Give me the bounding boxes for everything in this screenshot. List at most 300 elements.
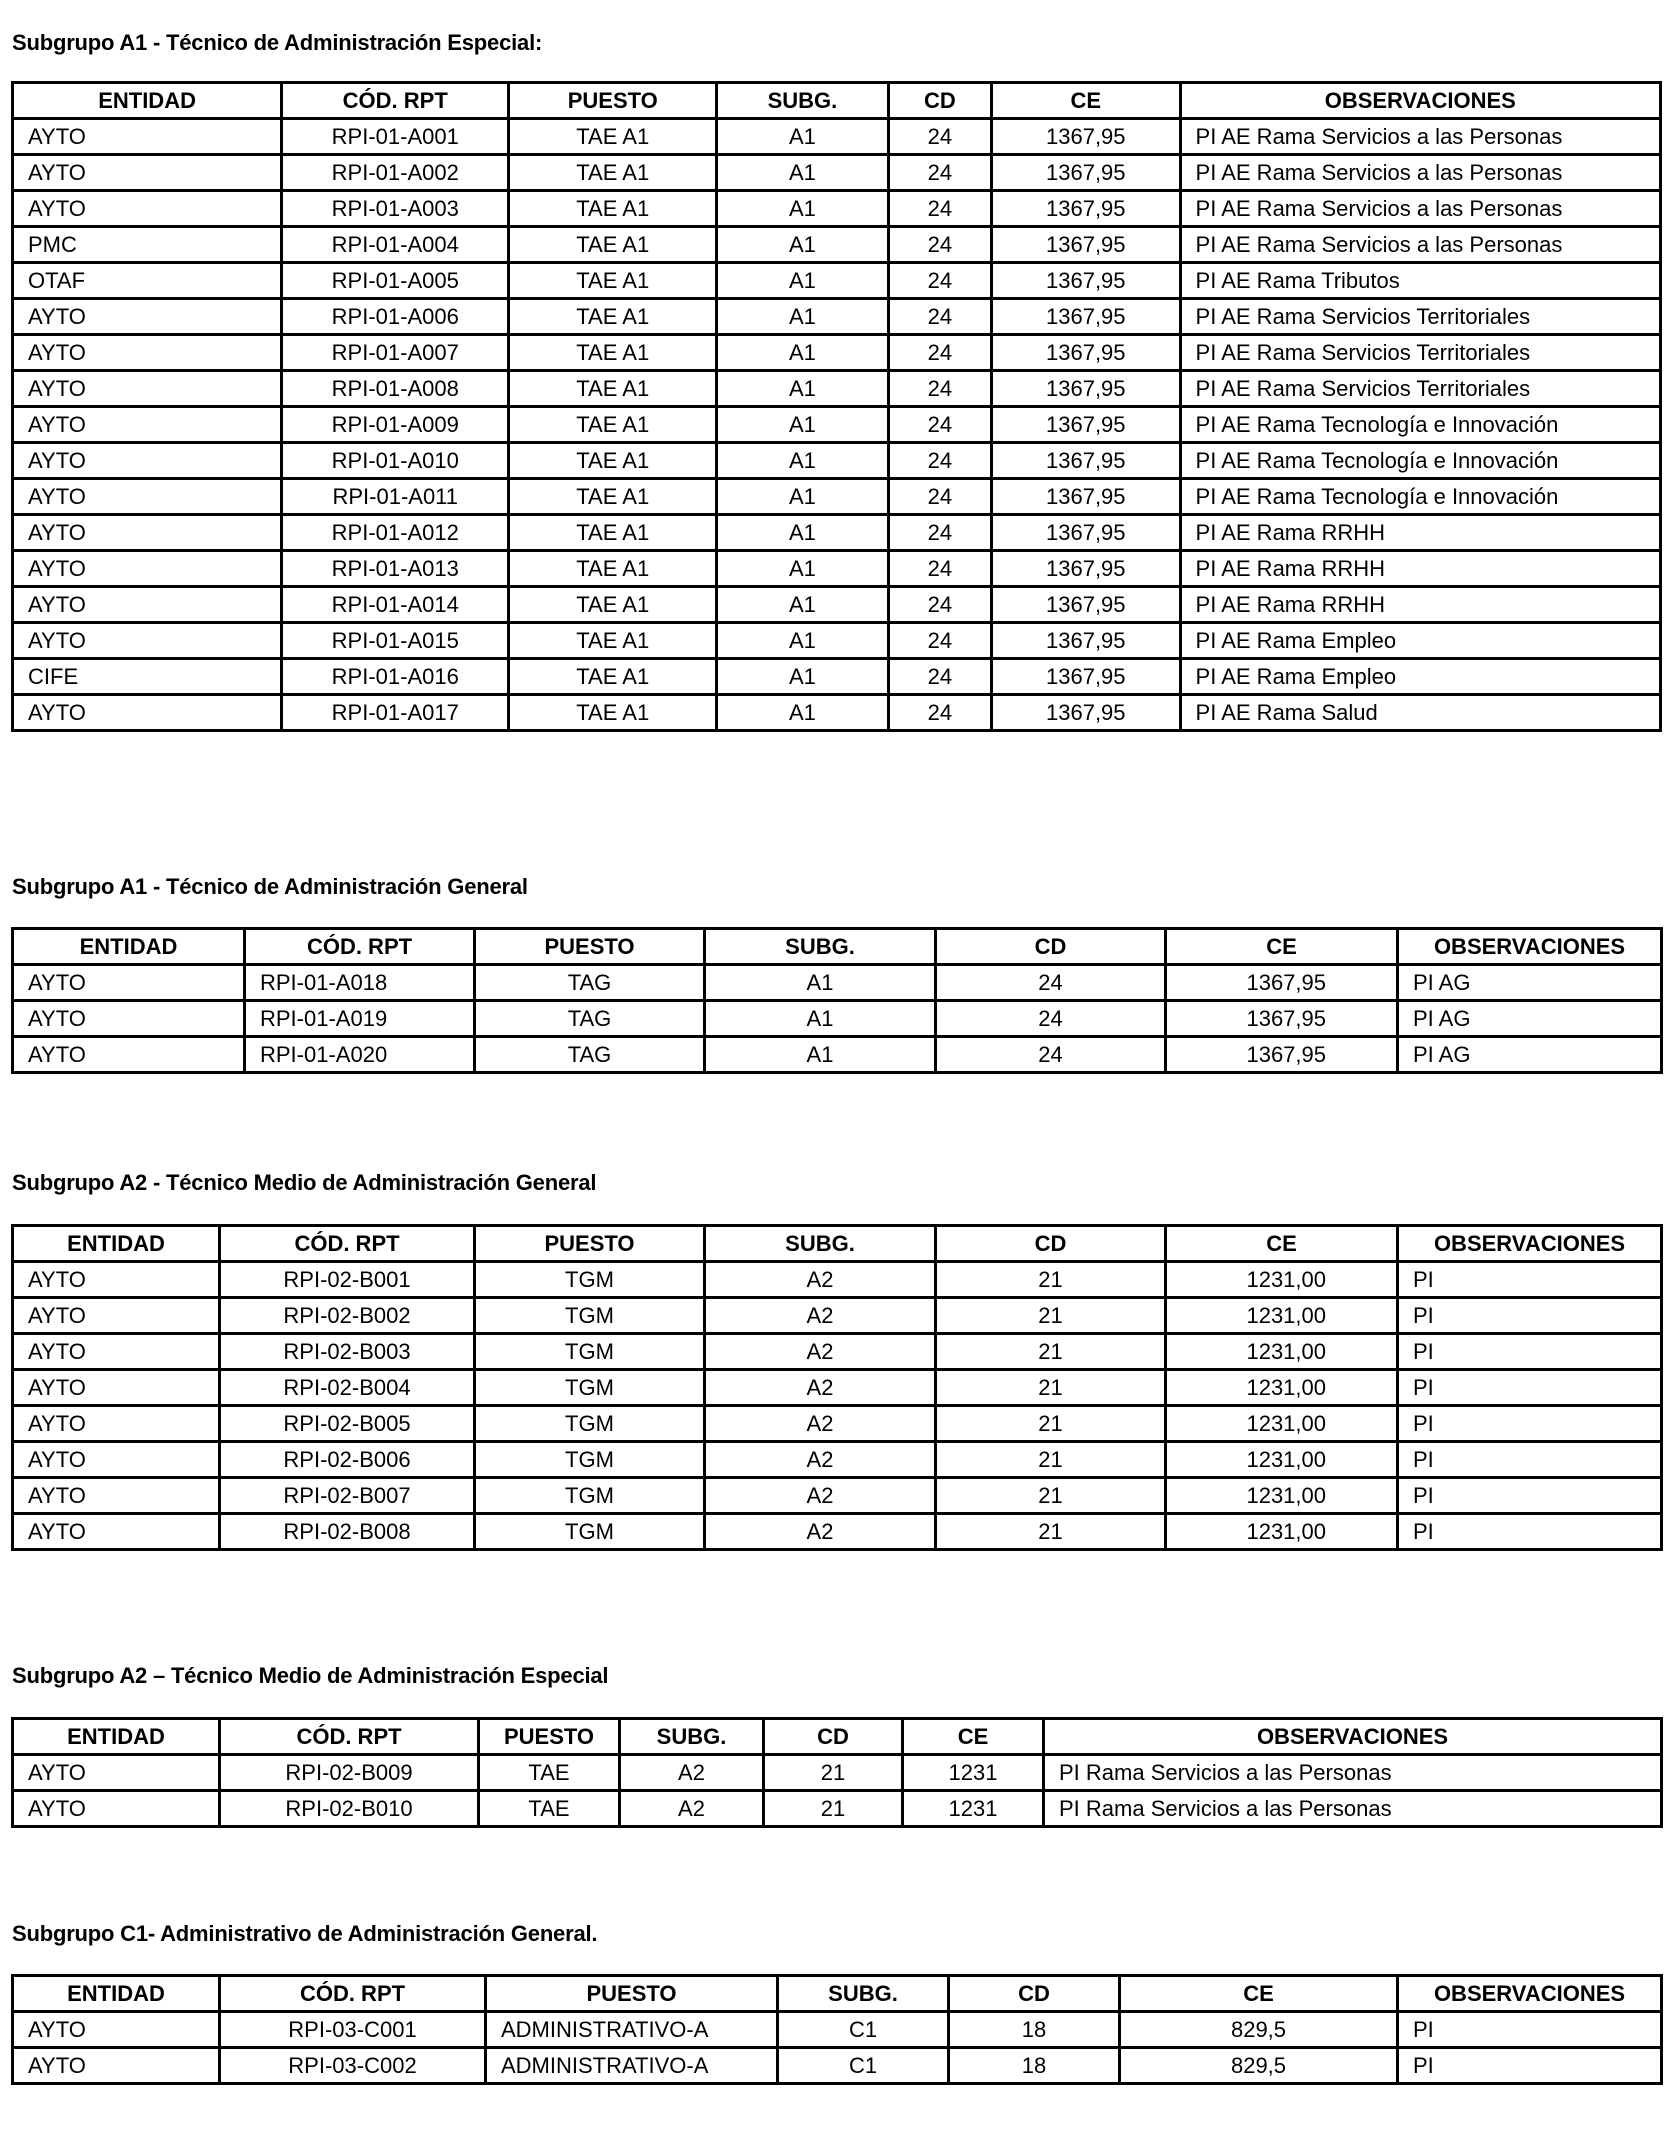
cell-subg: A1 (717, 407, 889, 443)
cell-entidad: PMC (13, 227, 282, 263)
cell-subg: A1 (717, 587, 889, 623)
cell-observaciones: PI AE Rama Servicios Territoriales (1180, 299, 1660, 335)
cell-entidad: AYTO (13, 1037, 245, 1073)
cell-observaciones: PI AE Rama Empleo (1180, 623, 1660, 659)
column-header-entidad: ENTIDAD (13, 83, 282, 119)
cell-subg: C1 (778, 2048, 949, 2084)
table-row (13, 2048, 1662, 2084)
cell-cd: 24 (888, 623, 991, 659)
cell-observaciones: PI AG (1398, 1037, 1662, 1073)
cell-subg: A1 (717, 371, 889, 407)
cell-cod-rpt: RPI-01-A016 (282, 659, 509, 695)
cell-puesto: TAE A1 (509, 443, 717, 479)
cell-cod-rpt: RPI-02-B010 (220, 1791, 479, 1827)
positions-table (11, 81, 1662, 732)
cell-cd: 24 (888, 551, 991, 587)
column-header-entidad: ENTIDAD (13, 1226, 220, 1262)
cell-entidad: AYTO (13, 695, 282, 731)
cell-entidad: AYTO (13, 515, 282, 551)
cell-puesto: TAE A1 (509, 587, 717, 623)
cell-puesto: TGM (475, 1262, 705, 1298)
cell-cd: 24 (888, 479, 991, 515)
cell-ce: 1231,00 (1166, 1298, 1398, 1334)
cell-cd: 21 (764, 1755, 903, 1791)
cell-entidad: AYTO (13, 1262, 220, 1298)
cell-subg: A2 (705, 1298, 936, 1334)
cell-entidad: AYTO (13, 443, 282, 479)
cell-cod-rpt: RPI-01-A008 (282, 371, 509, 407)
cell-observaciones: PI AG (1398, 1001, 1662, 1037)
table-row (13, 1514, 1662, 1550)
cell-entidad: AYTO (13, 1478, 220, 1514)
cell-cd: 21 (764, 1791, 903, 1827)
cell-cod-rpt: RPI-02-B001 (220, 1262, 475, 1298)
cell-subg: A1 (717, 191, 889, 227)
cell-puesto: TGM (475, 1334, 705, 1370)
cell-ce: 1231,00 (1166, 1406, 1398, 1442)
cell-cod-rpt: RPI-01-A020 (245, 1037, 475, 1073)
cell-observaciones: PI AE Rama RRHH (1180, 551, 1660, 587)
table-header-row (13, 83, 1661, 119)
cell-cd: 24 (888, 515, 991, 551)
table-row (13, 1791, 1662, 1827)
cell-puesto: TAE A1 (509, 227, 717, 263)
cell-cd: 18 (949, 2012, 1120, 2048)
cell-subg: A1 (717, 515, 889, 551)
cell-subg: A2 (705, 1370, 936, 1406)
cell-puesto: ADMINISTRATIVO-A (486, 2048, 778, 2084)
cell-entidad: AYTO (13, 2012, 220, 2048)
cell-ce: 1367,95 (1166, 1001, 1398, 1037)
cell-cd: 21 (936, 1334, 1166, 1370)
cell-entidad: AYTO (13, 155, 282, 191)
cell-ce: 1231 (903, 1755, 1044, 1791)
table-row (13, 1370, 1662, 1406)
column-header-subg: SUBG. (705, 1226, 936, 1262)
cell-subg: A1 (717, 443, 889, 479)
column-header-cod-rpt: CÓD. RPT (282, 83, 509, 119)
section-title: Subgrupo A1 - Técnico de Administración General (12, 874, 528, 899)
cell-observaciones: PI (1398, 1298, 1662, 1334)
cell-entidad: AYTO (13, 407, 282, 443)
cell-entidad: AYTO (13, 371, 282, 407)
cell-observaciones: PI AE Rama Tributos (1180, 263, 1660, 299)
cell-cd: 24 (888, 299, 991, 335)
cell-cod-rpt: RPI-01-A009 (282, 407, 509, 443)
cell-entidad: CIFE (13, 659, 282, 695)
column-header-entidad: ENTIDAD (13, 1719, 220, 1755)
cell-puesto: TAG (475, 965, 705, 1001)
cell-cd: 21 (936, 1406, 1166, 1442)
cell-puesto: TAE A1 (509, 371, 717, 407)
cell-ce: 1367,95 (992, 587, 1181, 623)
table-row (13, 2012, 1662, 2048)
column-header-subg: SUBG. (717, 83, 889, 119)
cell-cod-rpt: RPI-03-C001 (220, 2012, 486, 2048)
cell-entidad: AYTO (13, 119, 282, 155)
cell-observaciones: PI Rama Servicios a las Personas (1044, 1755, 1662, 1791)
cell-puesto: TAE A1 (509, 695, 717, 731)
cell-puesto: TAG (475, 1037, 705, 1073)
cell-puesto: TGM (475, 1406, 705, 1442)
column-header-cod-rpt: CÓD. RPT (220, 1226, 475, 1262)
cell-puesto: TAE A1 (509, 335, 717, 371)
cell-ce: 1367,95 (992, 443, 1181, 479)
table-row (13, 335, 1661, 371)
cell-subg: A1 (717, 623, 889, 659)
cell-subg: A1 (717, 695, 889, 731)
cell-subg: A1 (717, 335, 889, 371)
column-header-cd: CD (949, 1976, 1120, 2012)
cell-entidad: OTAF (13, 263, 282, 299)
cell-cd: 18 (949, 2048, 1120, 2084)
cell-cd: 24 (888, 155, 991, 191)
cell-entidad: AYTO (13, 1791, 220, 1827)
cell-cod-rpt: RPI-02-B005 (220, 1406, 475, 1442)
cell-subg: A2 (705, 1406, 936, 1442)
cell-subg: A2 (705, 1442, 936, 1478)
cell-cod-rpt: RPI-03-C002 (220, 2048, 486, 2084)
cell-cd: 24 (888, 119, 991, 155)
table-row (13, 551, 1661, 587)
cell-entidad: AYTO (13, 1370, 220, 1406)
column-header-puesto: PUESTO (486, 1976, 778, 2012)
table-row (13, 263, 1661, 299)
cell-observaciones: PI (1398, 1514, 1662, 1550)
cell-cd: 24 (888, 443, 991, 479)
column-header-ce: CE (1166, 1226, 1398, 1262)
column-header-puesto: PUESTO (479, 1719, 620, 1755)
cell-puesto: TAE A1 (509, 155, 717, 191)
cell-observaciones: PI (1398, 2048, 1662, 2084)
table-row (13, 695, 1661, 731)
cell-subg: A1 (717, 551, 889, 587)
cell-entidad: AYTO (13, 2048, 220, 2084)
cell-subg: A1 (717, 227, 889, 263)
cell-puesto: TAE (479, 1755, 620, 1791)
cell-subg: A1 (705, 965, 936, 1001)
cell-subg: A2 (620, 1791, 764, 1827)
cell-subg: A1 (705, 1001, 936, 1037)
cell-entidad: AYTO (13, 1406, 220, 1442)
cell-observaciones: PI AE Rama Servicios a las Personas (1180, 191, 1660, 227)
cell-subg: C1 (778, 2012, 949, 2048)
cell-cod-rpt: RPI-01-A011 (282, 479, 509, 515)
table-header-row (13, 929, 1662, 965)
table-row (13, 1037, 1662, 1073)
cell-cd: 24 (888, 263, 991, 299)
cell-subg: A1 (717, 479, 889, 515)
column-header-observaciones: OBSERVACIONES (1398, 929, 1662, 965)
table-row (13, 1406, 1662, 1442)
cell-subg: A1 (717, 155, 889, 191)
cell-entidad: AYTO (13, 191, 282, 227)
column-header-ce: CE (1120, 1976, 1398, 2012)
cell-cod-rpt: RPI-01-A018 (245, 965, 475, 1001)
cell-cd: 21 (936, 1298, 1166, 1334)
table-row (13, 479, 1661, 515)
cell-cod-rpt: RPI-02-B003 (220, 1334, 475, 1370)
cell-subg: A2 (705, 1478, 936, 1514)
cell-entidad: AYTO (13, 1514, 220, 1550)
cell-puesto: TAE A1 (509, 515, 717, 551)
cell-puesto: TGM (475, 1442, 705, 1478)
table-row (13, 965, 1662, 1001)
positions-table (11, 1717, 1663, 1828)
cell-cd: 24 (936, 1001, 1166, 1037)
column-header-ce: CE (1166, 929, 1398, 965)
cell-ce: 1367,95 (992, 299, 1181, 335)
positions-table (11, 927, 1663, 1074)
cell-observaciones: PI Rama Servicios a las Personas (1044, 1791, 1662, 1827)
cell-cod-rpt: RPI-01-A012 (282, 515, 509, 551)
cell-ce: 1367,95 (992, 371, 1181, 407)
cell-cod-rpt: RPI-01-A005 (282, 263, 509, 299)
column-header-ce: CE (903, 1719, 1044, 1755)
cell-observaciones: PI AE Rama Tecnología e Innovación (1180, 407, 1660, 443)
table-row (13, 1298, 1662, 1334)
cell-ce: 829,5 (1120, 2048, 1398, 2084)
cell-cod-rpt: RPI-01-A015 (282, 623, 509, 659)
cell-ce: 1231 (903, 1791, 1044, 1827)
cell-entidad: AYTO (13, 1298, 220, 1334)
cell-subg: A1 (717, 659, 889, 695)
cell-ce: 1231,00 (1166, 1370, 1398, 1406)
cell-observaciones: PI (1398, 1406, 1662, 1442)
column-header-puesto: PUESTO (509, 83, 717, 119)
cell-cod-rpt: RPI-01-A002 (282, 155, 509, 191)
cell-ce: 1231,00 (1166, 1334, 1398, 1370)
cell-puesto: TAE (479, 1791, 620, 1827)
table-row (13, 299, 1661, 335)
cell-puesto: TGM (475, 1298, 705, 1334)
cell-cod-rpt: RPI-02-B008 (220, 1514, 475, 1550)
cell-ce: 1367,95 (992, 515, 1181, 551)
cell-subg: A2 (705, 1262, 936, 1298)
table-row (13, 443, 1661, 479)
cell-ce: 1367,95 (992, 407, 1181, 443)
cell-puesto: TAE A1 (509, 191, 717, 227)
cell-subg: A1 (717, 299, 889, 335)
cell-entidad: AYTO (13, 1755, 220, 1791)
column-header-subg: SUBG. (778, 1976, 949, 2012)
table-row (13, 659, 1661, 695)
cell-observaciones: PI AE Rama Empleo (1180, 659, 1660, 695)
cell-cod-rpt: RPI-01-A006 (282, 299, 509, 335)
cell-puesto: TAG (475, 1001, 705, 1037)
cell-subg: A2 (705, 1514, 936, 1550)
cell-cod-rpt: RPI-01-A004 (282, 227, 509, 263)
cell-cd: 24 (936, 965, 1166, 1001)
cell-observaciones: PI (1398, 2012, 1662, 2048)
cell-entidad: AYTO (13, 623, 282, 659)
cell-puesto: TAE A1 (509, 623, 717, 659)
cell-cod-rpt: RPI-02-B007 (220, 1478, 475, 1514)
cell-observaciones: PI AE Rama Tecnología e Innovación (1180, 479, 1660, 515)
cell-ce: 1367,95 (992, 479, 1181, 515)
cell-observaciones: PI AG (1398, 965, 1662, 1001)
cell-ce: 1367,95 (992, 551, 1181, 587)
cell-cod-rpt: RPI-01-A019 (245, 1001, 475, 1037)
cell-entidad: AYTO (13, 587, 282, 623)
cell-subg: A1 (717, 119, 889, 155)
cell-ce: 1367,95 (992, 227, 1181, 263)
cell-puesto: TAE A1 (509, 551, 717, 587)
cell-entidad: AYTO (13, 965, 245, 1001)
cell-ce: 1231,00 (1166, 1262, 1398, 1298)
cell-subg: A2 (705, 1334, 936, 1370)
cell-observaciones: PI AE Rama Servicios a las Personas (1180, 227, 1660, 263)
column-header-observaciones: OBSERVACIONES (1398, 1976, 1662, 2012)
cell-observaciones: PI AE Rama Servicios a las Personas (1180, 155, 1660, 191)
cell-subg: A1 (717, 263, 889, 299)
cell-observaciones: PI AE Rama RRHH (1180, 515, 1660, 551)
cell-observaciones: PI AE Rama Salud (1180, 695, 1660, 731)
cell-observaciones: PI (1398, 1478, 1662, 1514)
cell-puesto: TAE A1 (509, 407, 717, 443)
column-header-cod-rpt: CÓD. RPT (245, 929, 475, 965)
column-header-observaciones: OBSERVACIONES (1044, 1719, 1662, 1755)
cell-observaciones: PI AE Rama Servicios a las Personas (1180, 119, 1660, 155)
cell-puesto: TAE A1 (509, 479, 717, 515)
table-header-row (13, 1976, 1662, 2012)
cell-cd: 21 (936, 1370, 1166, 1406)
column-header-entidad: ENTIDAD (13, 929, 245, 965)
table-row (13, 371, 1661, 407)
cell-cod-rpt: RPI-01-A013 (282, 551, 509, 587)
cell-puesto: TAE A1 (509, 299, 717, 335)
table-header-row (13, 1719, 1662, 1755)
cell-puesto: TAE A1 (509, 659, 717, 695)
cell-cd: 24 (936, 1037, 1166, 1073)
cell-entidad: AYTO (13, 479, 282, 515)
column-header-subg: SUBG. (705, 929, 936, 965)
section-title: Subgrupo A1 - Técnico de Administración Especial: (12, 30, 543, 55)
table-row (13, 191, 1661, 227)
column-header-cod-rpt: CÓD. RPT (220, 1976, 486, 2012)
cell-ce: 1367,95 (992, 191, 1181, 227)
column-header-subg: SUBG. (620, 1719, 764, 1755)
column-header-cd: CD (764, 1719, 903, 1755)
table-row (13, 1001, 1662, 1037)
table-row (13, 587, 1661, 623)
cell-cd: 24 (888, 695, 991, 731)
cell-entidad: AYTO (13, 551, 282, 587)
cell-observaciones: PI AE Rama Servicios Territoriales (1180, 371, 1660, 407)
cell-observaciones: PI AE Rama Tecnología e Innovación (1180, 443, 1660, 479)
cell-subg: A2 (620, 1755, 764, 1791)
cell-ce: 829,5 (1120, 2012, 1398, 2048)
cell-puesto: TAE A1 (509, 263, 717, 299)
table-row (13, 119, 1661, 155)
cell-observaciones: PI AE Rama RRHH (1180, 587, 1660, 623)
cell-cd: 24 (888, 659, 991, 695)
cell-cod-rpt: RPI-02-B002 (220, 1298, 475, 1334)
cell-entidad: AYTO (13, 299, 282, 335)
cell-ce: 1367,95 (992, 119, 1181, 155)
table-header-row (13, 1226, 1662, 1262)
cell-observaciones: PI (1398, 1262, 1662, 1298)
table-row (13, 155, 1661, 191)
cell-cod-rpt: RPI-01-A007 (282, 335, 509, 371)
column-header-cd: CD (936, 1226, 1166, 1262)
cell-cod-rpt: RPI-01-A017 (282, 695, 509, 731)
cell-ce: 1367,95 (992, 335, 1181, 371)
cell-ce: 1231,00 (1166, 1442, 1398, 1478)
cell-cd: 24 (888, 227, 991, 263)
cell-puesto: TGM (475, 1478, 705, 1514)
table-row (13, 407, 1661, 443)
table-row (13, 623, 1661, 659)
cell-ce: 1231,00 (1166, 1478, 1398, 1514)
section-title: Subgrupo C1- Administrativo de Administración General. (12, 1921, 598, 1946)
cell-subg: A1 (705, 1037, 936, 1073)
column-header-cd: CD (888, 83, 991, 119)
cell-observaciones: PI AE Rama Servicios Territoriales (1180, 335, 1660, 371)
column-header-observaciones: OBSERVACIONES (1180, 83, 1660, 119)
cell-cd: 24 (888, 335, 991, 371)
table-row (13, 1262, 1662, 1298)
table-row (13, 1442, 1662, 1478)
cell-ce: 1367,95 (1166, 965, 1398, 1001)
table-row (13, 227, 1661, 263)
table-row (13, 1755, 1662, 1791)
positions-table (11, 1974, 1663, 2085)
cell-cod-rpt: RPI-01-A001 (282, 119, 509, 155)
cell-ce: 1367,95 (992, 623, 1181, 659)
cell-entidad: AYTO (13, 335, 282, 371)
cell-cd: 21 (936, 1478, 1166, 1514)
cell-cod-rpt: RPI-02-B004 (220, 1370, 475, 1406)
cell-ce: 1367,95 (1166, 1037, 1398, 1073)
cell-puesto: TGM (475, 1514, 705, 1550)
cell-cd: 24 (888, 407, 991, 443)
cell-puesto: ADMINISTRATIVO-A (486, 2012, 778, 2048)
cell-cod-rpt: RPI-01-A014 (282, 587, 509, 623)
cell-observaciones: PI (1398, 1370, 1662, 1406)
cell-ce: 1231,00 (1166, 1514, 1398, 1550)
column-header-puesto: PUESTO (475, 929, 705, 965)
column-header-cod-rpt: CÓD. RPT (220, 1719, 479, 1755)
table-row (13, 1478, 1662, 1514)
cell-cod-rpt: RPI-02-B006 (220, 1442, 475, 1478)
column-header-entidad: ENTIDAD (13, 1976, 220, 2012)
cell-entidad: AYTO (13, 1442, 220, 1478)
cell-cd: 24 (888, 371, 991, 407)
cell-puesto: TGM (475, 1370, 705, 1406)
cell-cd: 24 (888, 587, 991, 623)
cell-cod-rpt: RPI-02-B009 (220, 1755, 479, 1791)
cell-ce: 1367,95 (992, 155, 1181, 191)
cell-cd: 21 (936, 1442, 1166, 1478)
positions-table (11, 1224, 1663, 1551)
cell-cd: 21 (936, 1514, 1166, 1550)
column-header-ce: CE (992, 83, 1181, 119)
table-row (13, 1334, 1662, 1370)
cell-cd: 21 (936, 1262, 1166, 1298)
cell-entidad: AYTO (13, 1334, 220, 1370)
column-header-cd: CD (936, 929, 1166, 965)
cell-puesto: TAE A1 (509, 119, 717, 155)
cell-ce: 1367,95 (992, 695, 1181, 731)
cell-cd: 24 (888, 191, 991, 227)
cell-entidad: AYTO (13, 1001, 245, 1037)
column-header-puesto: PUESTO (475, 1226, 705, 1262)
column-header-observaciones: OBSERVACIONES (1398, 1226, 1662, 1262)
cell-observaciones: PI (1398, 1334, 1662, 1370)
cell-cod-rpt: RPI-01-A010 (282, 443, 509, 479)
section-title: Subgrupo A2 – Técnico Medio de Administración Especial (12, 1663, 609, 1688)
